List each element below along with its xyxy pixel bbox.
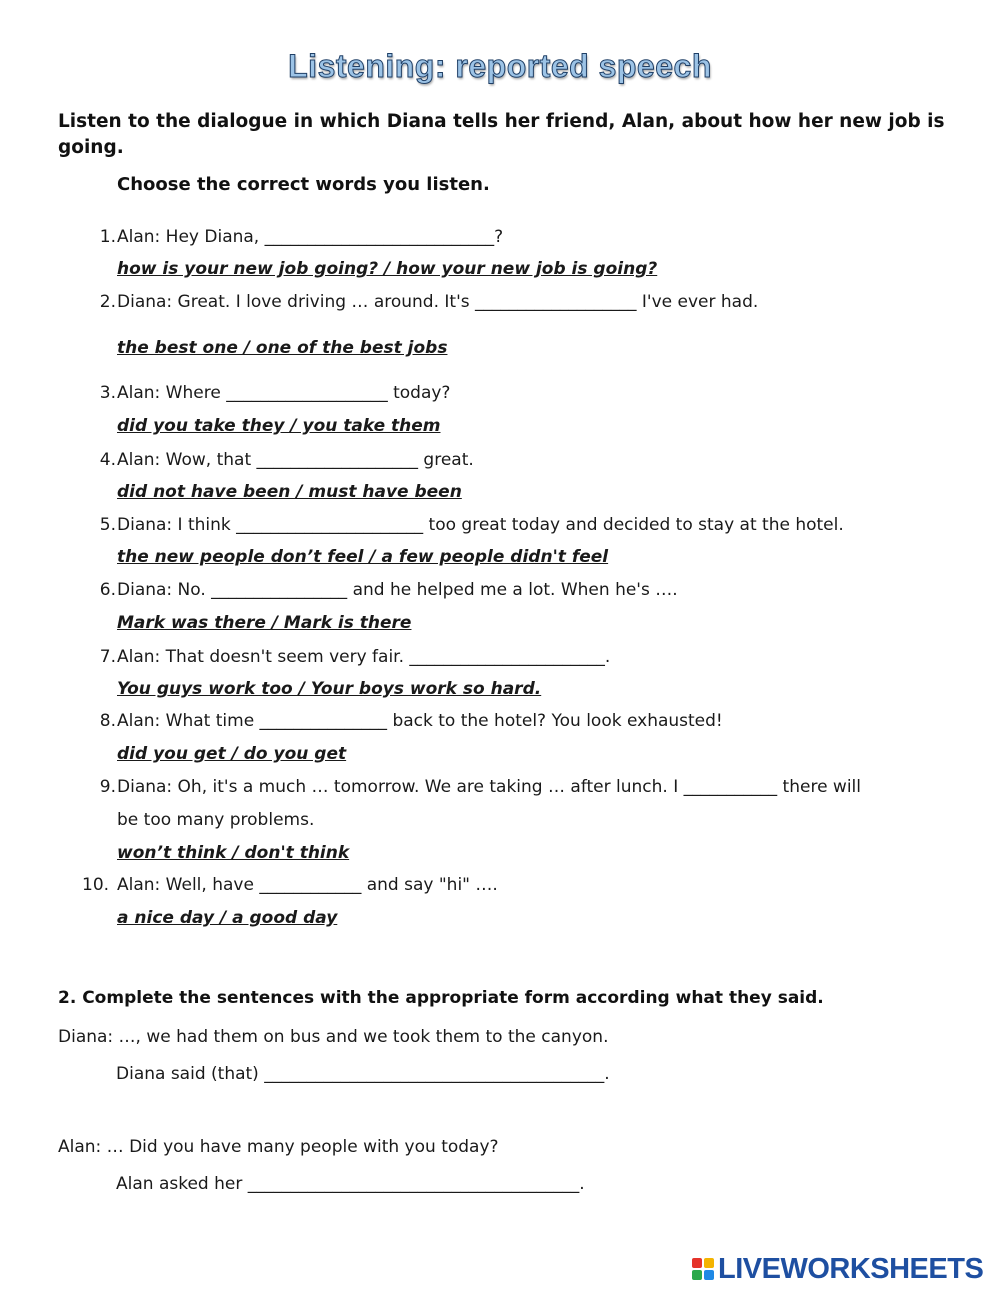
question-number: 5. <box>99 515 116 535</box>
quote-alan: Alan: … Did you have many people with you today? <box>58 1137 499 1157</box>
question-number: 9. <box>99 777 116 797</box>
liveworksheets-logo-icon <box>692 1258 714 1280</box>
question-10 <box>0 872 1000 898</box>
question-8 <box>0 708 1000 734</box>
liveworksheets-logo <box>692 1252 984 1285</box>
instruction-text: Choose the correct words you listen. <box>117 174 490 195</box>
answer-options-5[interactable]: the new people don’t feel / a few people didn't feel <box>117 547 609 567</box>
answer-options-2[interactable]: the best one / one of the best jobs <box>117 338 448 358</box>
prompt-alan-asked[interactable]: Alan asked her _______________________________________. <box>116 1174 585 1194</box>
answer-options-3[interactable]: did you take they / you take them <box>117 416 441 436</box>
question-text: Alan: What time _______________ back to the hotel? You look exhausted! <box>117 711 723 731</box>
question-5 <box>0 512 1000 538</box>
question-text: Alan: Well, have ____________ and say "hi" …. <box>117 875 498 895</box>
question-number: 10. <box>82 875 110 895</box>
answer-options-6[interactable]: Mark was there / Mark is there <box>117 613 412 633</box>
question-text: Alan: Where ___________________ today? <box>117 383 451 403</box>
question-3 <box>0 380 1000 406</box>
answer-options-1[interactable]: how is your new job going? / how your new job is going? <box>117 259 658 279</box>
question-text-continued: be too many problems. <box>117 810 315 830</box>
answer-options-10[interactable]: a nice day / a good day <box>117 908 338 928</box>
answer-options-9[interactable]: won’t think / don't think <box>117 843 350 863</box>
question-4 <box>0 447 1000 473</box>
question-1 <box>0 224 1000 250</box>
liveworksheets-logo-text: LIVEWORKSHEETS <box>718 1252 984 1285</box>
question-text: Alan: Wow, that ___________________ great. <box>117 450 474 470</box>
question-text: Diana: I think ______________________ too great today and decided to stay at the hotel. <box>117 515 844 535</box>
answer-options-8[interactable]: did you get / do you get <box>117 744 347 764</box>
question-text: Diana: No. ________________ and he helped me a lot. When he's …. <box>117 580 678 600</box>
question-6 <box>0 577 1000 603</box>
question-text: Diana: Oh, it's a much … tomorrow. We are taking … after lunch. I ___________ there will <box>117 777 861 797</box>
question-number: 6. <box>99 580 116 600</box>
question-text: Diana: Great. I love driving … around. It's ___________________ I've ever had. <box>117 292 759 312</box>
question-number: 3. <box>99 383 116 403</box>
question-number: 4. <box>99 450 116 470</box>
section-2-heading: 2. Complete the sentences with the appropriate form according what they said. <box>58 988 824 1008</box>
page-title: Listening: reported speech <box>288 48 712 84</box>
question-7 <box>0 644 1000 670</box>
prompt-diana-said[interactable]: Diana said (that) ________________________________________. <box>116 1064 610 1084</box>
quote-diana: Diana: …, we had them on bus and we took them to the canyon. <box>58 1027 609 1047</box>
question-number: 7. <box>99 647 116 667</box>
question-text: Alan: Hey Diana, ___________________________? <box>117 227 504 247</box>
question-number: 2. <box>99 292 116 312</box>
question-number: 1. <box>99 227 116 247</box>
question-9 <box>0 774 1000 830</box>
answer-options-7[interactable]: You guys work too / Your boys work so hard. <box>117 679 542 699</box>
intro-text: Listen to the dialogue in which Diana tells her friend, Alan, about how her new job is going. <box>58 111 945 158</box>
question-number: 8. <box>99 711 116 731</box>
question-text: Alan: That doesn't seem very fair. _______________________. <box>117 647 611 667</box>
question-2 <box>0 289 1000 315</box>
answer-options-4[interactable]: did not have been / must have been <box>117 482 462 502</box>
